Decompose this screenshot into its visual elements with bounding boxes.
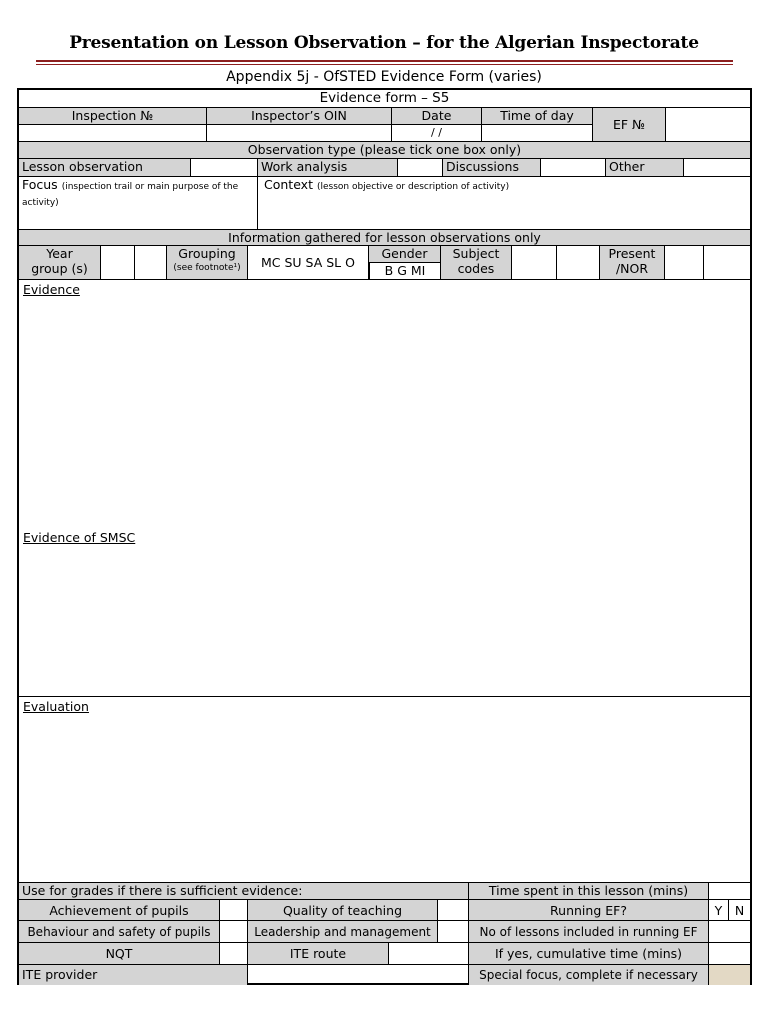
lessons-included-label: No of lessons included in running EF: [469, 921, 709, 943]
ite-provider-label: ITE provider: [19, 965, 248, 985]
ite-provider-field[interactable]: [248, 965, 469, 985]
page-title: Presentation on Lesson Observation – for the Algerian Inspectorate: [69, 33, 699, 53]
ite-route-field[interactable]: [389, 943, 469, 965]
cumulative-time-field[interactable]: [709, 943, 750, 965]
observation-type-heading: Observation type (please tick one box only): [19, 142, 750, 159]
evidence-field[interactable]: [19, 281, 750, 697]
grouping-codes: MC SU SA SL O: [248, 246, 369, 280]
special-focus-label: Special focus, complete if necessary: [469, 965, 709, 985]
running-ef-label: Running EF?: [469, 900, 709, 921]
inspector-oin-field[interactable]: [207, 125, 392, 142]
form-title: Evidence form – S5: [19, 90, 750, 108]
info-gathered-heading: Information gathered for lesson observations only: [19, 230, 750, 246]
title-divider: [36, 60, 733, 62]
subject-codes-label: [441, 246, 512, 280]
focus-field[interactable]: [19, 177, 258, 230]
subject-codes-field-1[interactable]: [512, 246, 557, 280]
quality-teaching-grade-field[interactable]: [438, 900, 469, 921]
focus-label: Focus: [22, 177, 58, 192]
achievement-label: Achievement of pupils: [19, 900, 220, 921]
grades-note: Use for grades if there is sufficient evidence:: [19, 883, 469, 900]
context-note: (lesson objective or description of activity): [316, 182, 510, 192]
achievement-grade-field[interactable]: [220, 900, 248, 921]
work-analysis-label: Work analysis: [258, 159, 398, 177]
lesson-observation-checkbox[interactable]: [191, 159, 258, 177]
other-checkbox[interactable]: [684, 159, 750, 177]
leadership-grade-field[interactable]: [438, 921, 469, 943]
discussions-label: Discussions: [443, 159, 541, 177]
year-group-field-2[interactable]: [135, 246, 167, 280]
grouping-note: (see footnote¹): [173, 263, 241, 273]
year-group-line2: group (s): [31, 261, 88, 276]
evidence-smsc-label: Evidence of SMSC: [23, 530, 136, 545]
ite-route-label: ITE route: [248, 943, 389, 965]
date-label: Date: [392, 108, 482, 125]
behaviour-label: Behaviour and safety of pupils: [19, 921, 220, 943]
work-analysis-checkbox[interactable]: [398, 159, 443, 177]
other-label: Other: [606, 159, 684, 177]
time-spent-field[interactable]: [709, 883, 750, 900]
year-group-label: [19, 246, 101, 280]
subject-codes-field-2[interactable]: [557, 246, 600, 280]
leadership-label: Leadership and management: [248, 921, 438, 943]
evaluation-field[interactable]: [19, 697, 750, 883]
subject-line1: Subject: [452, 246, 500, 261]
gender-codes: B G MI: [369, 263, 441, 280]
quality-teaching-label: Quality of teaching: [248, 900, 438, 921]
inspector-oin-label: Inspector’s OIN: [207, 108, 392, 125]
grouping-title: Grouping: [178, 246, 236, 261]
ef-no-field[interactable]: [666, 108, 750, 142]
date-field[interactable]: / /: [392, 125, 482, 142]
running-ef-yes[interactable]: Y: [709, 900, 729, 921]
evidence-label: Evidence: [23, 282, 80, 297]
appendix-heading: Appendix 5j - OfSTED Evidence Form (varies): [226, 69, 542, 85]
running-ef-no[interactable]: N: [729, 900, 750, 921]
subject-line2: codes: [457, 261, 495, 276]
time-spent-label: Time spent in this lesson (mins): [469, 883, 709, 900]
title-divider-thin: [36, 64, 733, 65]
time-of-day-field[interactable]: [482, 125, 593, 142]
present-nor-label: [600, 246, 665, 280]
present-line1: Present: [608, 246, 656, 261]
nqt-label: NQT: [19, 943, 220, 965]
special-focus-field[interactable]: [709, 965, 750, 985]
evaluation-label: Evaluation: [23, 699, 89, 714]
lessons-included-field[interactable]: [709, 921, 750, 943]
focus-note: (inspection trail or main purpose of the activity): [22, 182, 239, 208]
lesson-observation-label: Lesson observation: [19, 159, 191, 177]
discussions-checkbox[interactable]: [541, 159, 606, 177]
present-field[interactable]: [665, 246, 704, 280]
evidence-form: [17, 88, 752, 985]
grouping-label: [167, 246, 248, 280]
inspection-no-label: Inspection №: [19, 108, 207, 125]
context-field[interactable]: [258, 177, 750, 230]
inspection-no-field[interactable]: [19, 125, 207, 142]
gender-label: Gender: [369, 246, 441, 263]
behaviour-grade-field[interactable]: [220, 921, 248, 943]
year-group-line1: Year: [46, 246, 73, 261]
ef-no-label: EF №: [593, 108, 666, 142]
context-label: Context: [264, 177, 313, 192]
present-line2: /NOR: [615, 261, 649, 276]
nqt-field[interactable]: [220, 943, 248, 965]
cumulative-time-label: If yes, cumulative time (mins): [469, 943, 709, 965]
nor-field[interactable]: [704, 246, 750, 280]
time-of-day-label: Time of day: [482, 108, 593, 125]
year-group-field-1[interactable]: [101, 246, 135, 280]
